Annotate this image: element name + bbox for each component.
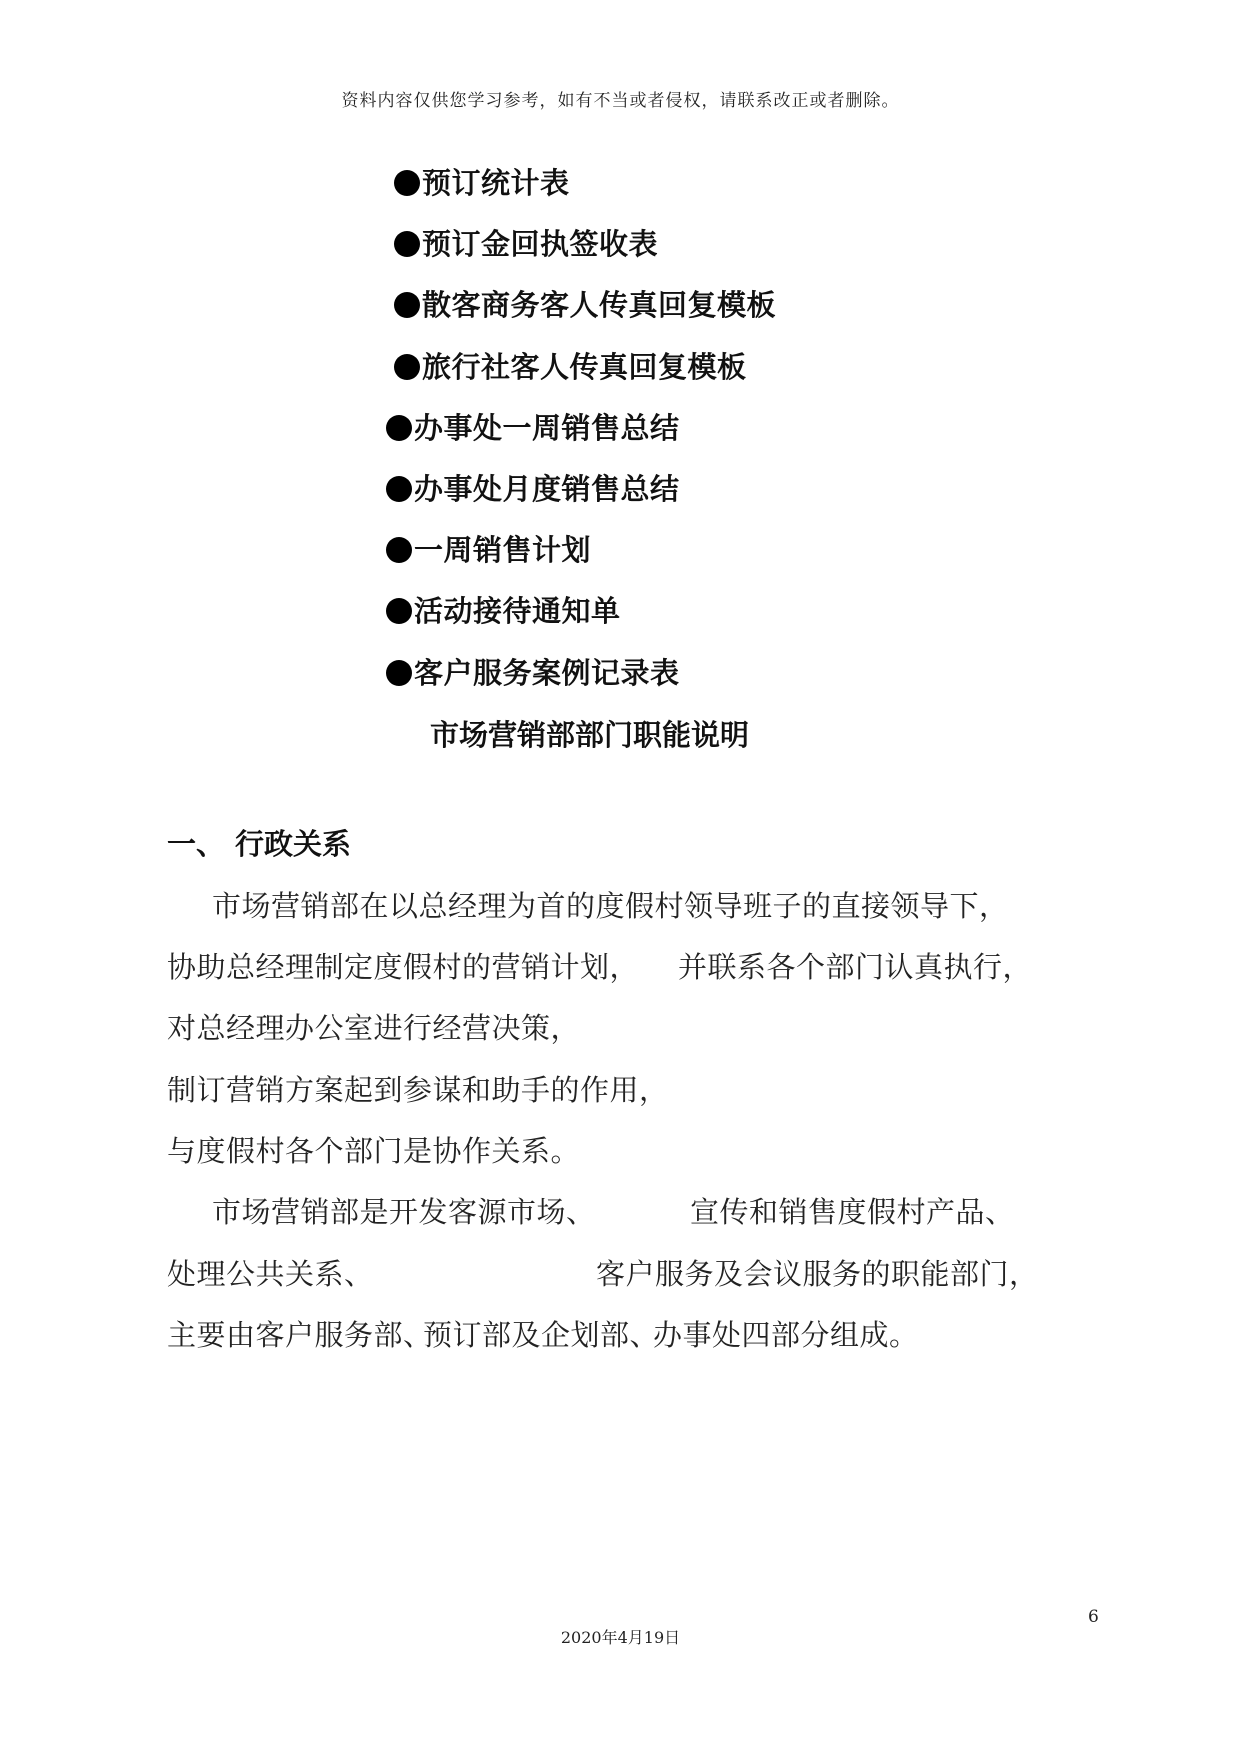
list-item [394,283,776,324]
list-item [386,467,680,508]
bullet-icon [394,292,420,318]
section-title: 行政关系 [235,827,352,861]
bullet-icon [386,598,412,624]
paragraph-line: 办事处四部分组成。 [653,1318,919,1352]
list-item-label: 旅行社客人传真回复模板 [422,350,747,384]
bullet-icon [394,170,420,196]
page-number: 6 [1088,1607,1099,1627]
list-item [394,222,658,263]
bullet-icon [386,660,412,686]
paragraph-line: 市场营销部是开发客源市场、 [212,1195,596,1229]
list-item-label: 散客商务客人传真回复模板 [422,288,777,322]
list-item [386,528,591,569]
paragraph-line: 处理公共关系、 [167,1257,374,1291]
list-item-label: 活动接待通知单 [414,594,621,628]
list-item-label: 预订金回执签收表 [422,227,659,261]
paragraph-line: 并联系各个部门认真执行， [678,950,1033,984]
list-item [394,161,570,202]
bullet-icon [386,415,412,441]
paragraph-line: 预订部及企划部、 [423,1318,660,1352]
list-item [386,406,680,447]
list-item-label: 客户服务案例记录表 [414,656,680,690]
paragraph-line: 主要由客户服务部、 [167,1318,433,1352]
document-title: 市场营销部部门职能说明 [430,718,750,752]
list-item [386,651,680,692]
bullet-icon [394,231,420,257]
paragraph-line: 市场营销部在以总经理为首的度假村领导班子的直接领导下， [212,889,1009,923]
paragraph-line: 客户服务及会议服务的职能部门， [596,1257,1039,1291]
bullet-icon [386,537,412,563]
bullet-icon [386,476,412,502]
list-item [386,589,621,630]
list-item-label: 预订统计表 [422,166,570,200]
footer-date: 2020年4月19日 [560,1628,681,1647]
paragraph-line: 协助总经理制定度假村的营销计划， [167,950,640,984]
paragraph-line: 宣传和销售度假村产品、 [690,1195,1015,1229]
list-item-label: 办事处一周销售总结 [414,411,680,445]
paragraph-line: 制订营销方案起到参谋和助手的作用， [167,1073,669,1107]
bullet-icon [394,354,420,380]
list-item-label: 办事处月度销售总结 [414,472,680,506]
paragraph-line: 与度假村各个部门是协作关系。 [167,1134,581,1168]
paragraph-line: 对总经理办公室进行经营决策， [167,1011,581,1045]
list-item-label: 一周销售计划 [414,533,592,567]
list-item [394,345,747,386]
section-number: 一、 [167,827,226,861]
header-disclaimer: 资料内容仅供您学习参考，如有不当或者侵权，请联系改正或者删除。 [341,91,900,111]
